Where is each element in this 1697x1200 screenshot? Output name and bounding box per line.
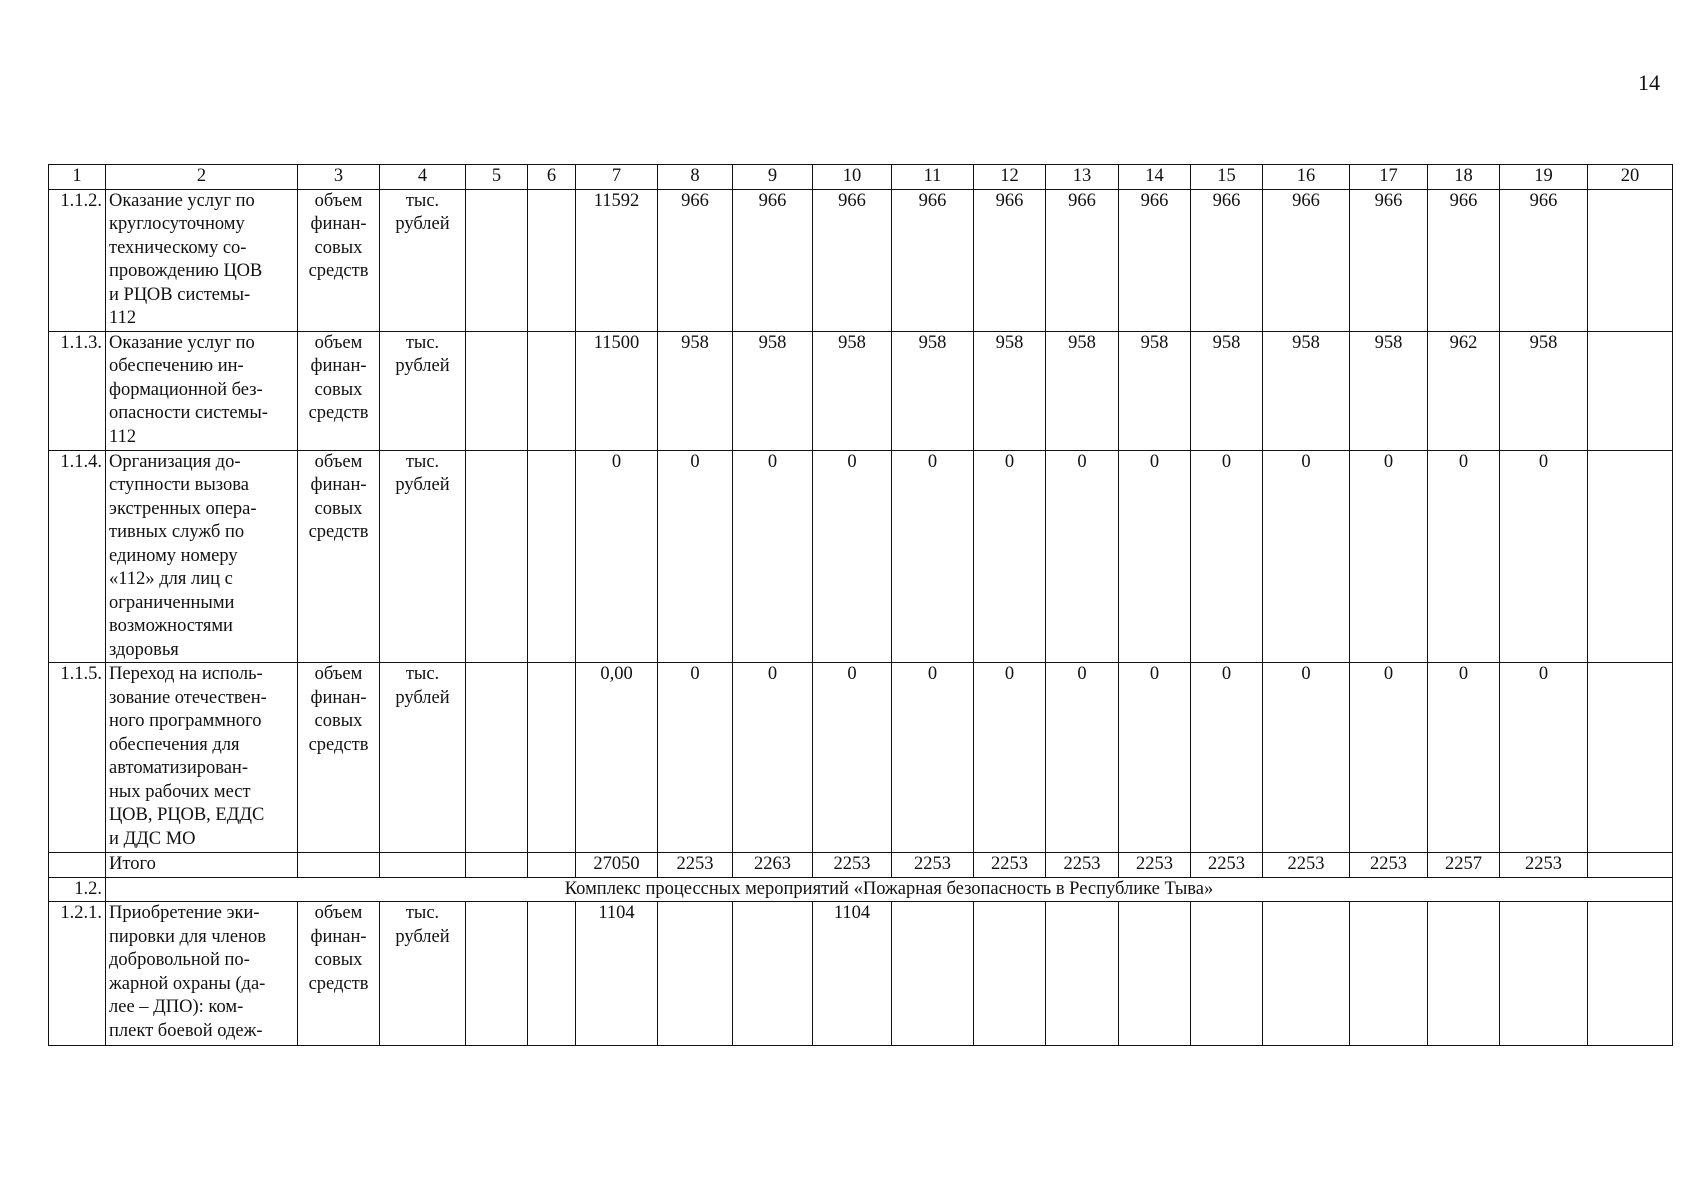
value-cell	[1119, 331, 1191, 450]
table-row	[49, 902, 1673, 1046]
value-cell	[466, 331, 528, 450]
value-cell	[733, 902, 813, 1046]
section-title	[106, 877, 1673, 902]
total-row	[49, 853, 1673, 878]
value-cell	[1500, 189, 1588, 331]
value-cell	[466, 189, 528, 331]
value-cell	[974, 663, 1046, 853]
total-value	[1588, 853, 1673, 878]
value-cell	[1500, 331, 1588, 450]
value-cell	[974, 450, 1046, 663]
value-cell	[576, 331, 658, 450]
value-cell	[813, 331, 892, 450]
column-number: 17	[1350, 165, 1428, 190]
total-value	[813, 853, 892, 878]
column-number: 16	[1263, 165, 1350, 190]
column-number: 11	[892, 165, 974, 190]
value-cell-text: 0	[1458, 664, 1469, 684]
row-code-text: 1.1.5.	[60, 664, 102, 684]
row-name-text: Оказание услуг по обеспечению ин- формационной без- опасности системы- 112	[109, 332, 268, 447]
row-name	[106, 331, 298, 450]
value-cell	[1119, 663, 1191, 853]
row-indicator	[298, 663, 380, 853]
column-number-row	[49, 165, 1673, 190]
total-value	[528, 853, 576, 878]
row-code	[49, 663, 106, 853]
total-value	[1500, 853, 1588, 878]
value-cell-text: 0	[690, 451, 700, 472]
value-cell	[1350, 902, 1428, 1046]
total-value	[1263, 853, 1350, 878]
value-cell	[1046, 450, 1119, 663]
total-value	[1046, 853, 1119, 878]
value-cell	[528, 331, 576, 450]
row-unit-text: тыс. рублей	[395, 451, 450, 495]
value-cell	[658, 189, 733, 331]
value-cell	[1263, 663, 1350, 853]
value-cell	[974, 189, 1046, 331]
total-code	[49, 853, 106, 878]
section-title-text: Комплекс процессных мероприятий «Пожарная безопасность в Республике Тыва»	[564, 878, 1214, 899]
value-cell-text: 0	[767, 451, 778, 472]
value-cell	[1428, 902, 1500, 1046]
row-name-text: Организация до- ступности вызова экстренных опера- тивных служб по единому номеру «112» для лиц с ограниченными возможностями здоровья	[109, 451, 257, 660]
value-cell	[1350, 663, 1428, 853]
row-indicator-text: объем финан- совых средств	[308, 332, 369, 423]
value-cell-text: 1104	[598, 903, 635, 923]
column-number: 5	[466, 165, 528, 190]
row-unit	[380, 902, 466, 1046]
value-cell	[1263, 189, 1350, 331]
row-name	[106, 902, 298, 1046]
value-cell	[1428, 331, 1500, 450]
total-value	[1119, 853, 1191, 878]
value-cell	[974, 902, 1046, 1046]
column-number: 8	[658, 165, 733, 190]
total-value	[298, 853, 380, 878]
value-cell-text: 962	[1449, 332, 1478, 353]
value-cell-text: 0	[1221, 664, 1232, 684]
value-cell-text: 0	[1458, 451, 1469, 472]
value-cell	[1500, 663, 1588, 853]
total-value	[1191, 853, 1263, 878]
value-cell-text: 11500	[593, 332, 640, 353]
section-code-text: 1.2.	[74, 878, 102, 899]
value-cell-text: 966	[1292, 190, 1320, 211]
value-cell-text: 0	[1301, 664, 1311, 684]
value-cell-text: 0	[1004, 451, 1015, 472]
value-cell	[1263, 331, 1350, 450]
row-indicator-text: объем финан- совых средств	[308, 451, 369, 542]
value-cell	[813, 189, 892, 331]
value-cell	[733, 450, 813, 663]
total-label	[106, 853, 298, 878]
value-cell-text: 958	[758, 332, 787, 353]
total-value-text: 2253	[991, 854, 1028, 874]
value-cell	[1500, 902, 1588, 1046]
value-cell-text: 0	[847, 451, 857, 472]
value-cell	[733, 663, 813, 853]
value-cell	[528, 663, 576, 853]
value-cell	[1263, 902, 1350, 1046]
value-cell	[1588, 663, 1673, 853]
row-unit-text: тыс. рублей	[395, 903, 450, 947]
row-code	[49, 189, 106, 331]
row-name	[106, 189, 298, 331]
value-cell	[1350, 189, 1428, 331]
value-cell	[1119, 902, 1191, 1046]
total-value-text: 2253	[1525, 854, 1562, 874]
row-indicator-text: объем финан- совых средств	[308, 903, 369, 994]
value-cell-text: 966	[1529, 190, 1558, 211]
row-code-text: 1.2.1.	[60, 903, 102, 923]
column-number: 10	[813, 165, 892, 190]
value-cell-text: 958	[1529, 332, 1558, 353]
value-cell	[1428, 189, 1500, 331]
value-cell	[1191, 663, 1263, 853]
value-cell	[813, 663, 892, 853]
value-cell-text: 0	[1149, 664, 1160, 684]
value-cell	[1119, 189, 1191, 331]
value-cell-text: 966	[1140, 190, 1169, 211]
value-cell-text: 0	[767, 664, 778, 684]
value-cell	[1191, 331, 1263, 450]
row-name-text: Переход на исполь- зование отечествен- ного программного обеспечения для автоматизирован- ных рабочих мест ЦОВ, РЦОВ, ЕДДС и ДДС МО	[109, 664, 267, 849]
value-cell-text: 0	[1538, 451, 1549, 472]
row-unit-text: тыс. рублей	[395, 190, 450, 234]
value-cell-text: 0	[927, 451, 938, 472]
value-cell-text: 0,00	[600, 664, 633, 684]
value-cell-text: 0	[611, 451, 622, 472]
total-value-text: 2263	[754, 854, 791, 874]
row-unit	[380, 663, 466, 853]
value-cell-text: 958	[1068, 332, 1096, 353]
row-code-text: 1.1.4.	[60, 451, 102, 472]
column-number: 12	[974, 165, 1046, 190]
total-value-text: 2253	[1136, 854, 1173, 874]
value-cell	[1588, 902, 1673, 1046]
value-cell-text: 0	[1383, 451, 1394, 472]
column-number: 3	[298, 165, 380, 190]
value-cell	[658, 663, 733, 853]
value-cell-text: 0	[1221, 451, 1232, 472]
total-value-text: 2253	[676, 854, 714, 874]
column-number: 13	[1046, 165, 1119, 190]
column-number: 18	[1428, 165, 1500, 190]
row-indicator	[298, 189, 380, 331]
value-cell	[1350, 450, 1428, 663]
row-name	[106, 663, 298, 853]
value-cell-text: 966	[681, 190, 709, 211]
value-cell	[892, 663, 974, 853]
value-cell-text: 966	[1068, 190, 1096, 211]
column-number: 14	[1119, 165, 1191, 190]
row-unit-text: тыс. рублей	[395, 664, 450, 708]
total-value-text: 27050	[593, 854, 640, 874]
value-cell	[576, 189, 658, 331]
value-cell-text: 0	[1301, 451, 1311, 472]
value-cell	[813, 902, 892, 1046]
column-number: 9	[733, 165, 813, 190]
total-value	[733, 853, 813, 878]
value-cell	[466, 902, 528, 1046]
value-cell	[1191, 902, 1263, 1046]
value-cell	[892, 189, 974, 331]
total-value	[658, 853, 733, 878]
row-name-text: Оказание услуг по круглосуточному техническому со- провождению ЦОВ и РЦОВ системы- 112	[109, 190, 263, 328]
total-value-text: 2253	[1063, 854, 1101, 874]
value-cell	[892, 902, 974, 1046]
value-cell-text: 0	[690, 664, 700, 684]
value-cell	[1191, 450, 1263, 663]
value-cell-text: 966	[1212, 190, 1241, 211]
value-cell-text: 0	[927, 664, 938, 684]
table-row	[49, 331, 1673, 450]
value-cell-text: 958	[681, 332, 709, 353]
row-indicator-text: объем финан- совых средств	[308, 190, 369, 281]
row-code-text: 1.1.2.	[60, 190, 102, 211]
value-cell	[1119, 450, 1191, 663]
value-cell-text: 966	[1374, 190, 1403, 211]
value-cell	[1046, 331, 1119, 450]
value-cell	[1588, 450, 1673, 663]
row-code	[49, 450, 106, 663]
total-value-text: 2253	[1208, 854, 1245, 874]
total-value	[576, 853, 658, 878]
value-cell-text: 966	[1449, 190, 1478, 211]
value-cell-text: 0	[1077, 451, 1087, 472]
total-value-text: 2253	[1370, 854, 1407, 874]
column-number: 19	[1500, 165, 1588, 190]
value-cell-text: 958	[1140, 332, 1169, 353]
value-cell-text: 958	[995, 332, 1024, 353]
row-unit	[380, 450, 466, 663]
value-cell	[1588, 331, 1673, 450]
page-number: 14	[1638, 70, 1660, 95]
row-indicator	[298, 450, 380, 663]
value-cell	[576, 902, 658, 1046]
value-cell-text: 1104	[833, 903, 871, 923]
value-cell	[658, 902, 733, 1046]
value-cell	[658, 331, 733, 450]
value-cell	[466, 663, 528, 853]
value-cell	[974, 331, 1046, 450]
column-number: 7	[576, 165, 658, 190]
value-cell	[733, 331, 813, 450]
value-cell	[528, 902, 576, 1046]
column-number: 1	[49, 165, 106, 190]
total-value	[1428, 853, 1500, 878]
value-cell-text: 0	[847, 664, 857, 684]
total-label-text: Итого	[109, 854, 156, 874]
row-unit	[380, 189, 466, 331]
total-value-text: 2253	[833, 854, 871, 874]
total-value	[974, 853, 1046, 878]
value-cell	[658, 450, 733, 663]
value-cell	[1428, 450, 1500, 663]
column-number: 20	[1588, 165, 1673, 190]
value-cell	[576, 663, 658, 853]
row-name	[106, 450, 298, 663]
financing-table	[48, 164, 1673, 1046]
total-value-text: 2257	[1445, 854, 1482, 874]
value-cell	[528, 450, 576, 663]
row-name-text: Приобретение эки- пировки для членов добровольной по- жарной охраны (да- лее – ДПО): ком- плект боевой одеж-	[109, 903, 266, 1041]
table-row	[49, 450, 1673, 663]
value-cell	[733, 189, 813, 331]
value-cell-text: 966	[995, 190, 1024, 211]
column-number: 4	[380, 165, 466, 190]
value-cell	[813, 450, 892, 663]
row-indicator	[298, 331, 380, 450]
value-cell	[1588, 189, 1673, 331]
value-cell	[466, 450, 528, 663]
value-cell-text: 958	[1292, 332, 1320, 353]
value-cell	[1046, 663, 1119, 853]
row-code	[49, 331, 106, 450]
value-cell-text: 0	[1538, 664, 1549, 684]
value-cell	[1191, 189, 1263, 331]
row-unit	[380, 331, 466, 450]
row-indicator-text: объем финан- совых средств	[308, 664, 369, 755]
value-cell	[892, 331, 974, 450]
value-cell	[528, 189, 576, 331]
value-cell-text: 958	[918, 332, 947, 353]
value-cell	[1046, 902, 1119, 1046]
value-cell	[1428, 663, 1500, 853]
value-cell	[1046, 189, 1119, 331]
value-cell-text: 958	[1374, 332, 1403, 353]
table-row	[49, 663, 1673, 853]
value-cell-text: 0	[1077, 664, 1087, 684]
value-cell-text: 0	[1149, 451, 1160, 472]
value-cell	[892, 450, 974, 663]
value-cell	[576, 450, 658, 663]
table-row	[49, 189, 1673, 331]
row-code	[49, 902, 106, 1046]
value-cell-text: 11592	[593, 190, 640, 211]
value-cell-text: 966	[838, 190, 866, 211]
total-value-text: 2253	[1287, 854, 1325, 874]
column-number: 15	[1191, 165, 1263, 190]
total-value	[466, 853, 528, 878]
column-number: 6	[528, 165, 576, 190]
row-unit-text: тыс. рублей	[395, 332, 450, 376]
row-code-text: 1.1.3.	[60, 332, 102, 353]
value-cell	[1500, 450, 1588, 663]
row-indicator	[298, 902, 380, 1046]
total-value	[892, 853, 974, 878]
value-cell-text: 958	[1212, 332, 1241, 353]
total-value	[380, 853, 466, 878]
value-cell-text: 0	[1383, 664, 1394, 684]
total-value	[1350, 853, 1428, 878]
total-value-text: 2253	[914, 854, 951, 874]
value-cell	[1350, 331, 1428, 450]
value-cell-text: 0	[1004, 664, 1015, 684]
section-header-row	[49, 877, 1673, 902]
value-cell	[1263, 450, 1350, 663]
value-cell-text: 966	[758, 190, 787, 211]
value-cell-text: 966	[918, 190, 947, 211]
value-cell-text: 958	[838, 332, 866, 353]
section-code	[49, 877, 106, 902]
column-number: 2	[106, 165, 298, 190]
